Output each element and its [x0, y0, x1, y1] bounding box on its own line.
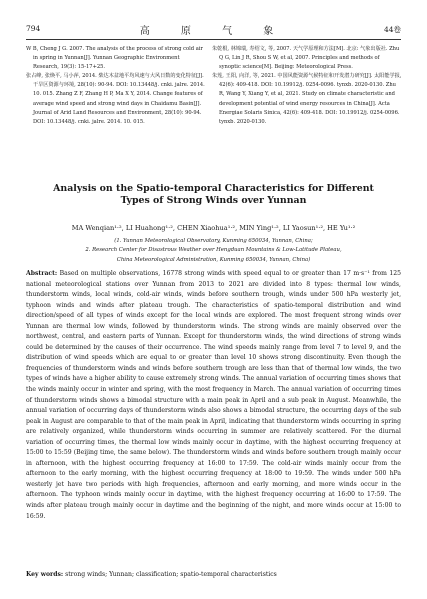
references-left-column [26, 45, 206, 127]
header-rule [26, 39, 401, 40]
title-line-1: Analysis on the Spatio-temporal Characteristics for Different [53, 183, 374, 194]
running-header [26, 24, 401, 38]
references-section [26, 45, 401, 157]
affiliation-line: 2. Research Center for Disastrous Weather over Hengduan Mountains & Low-Latitude Plateau, [85, 247, 342, 254]
affiliation-line: China Meteorological Administration, Kunming 650034, Yunnan, China) [116, 256, 311, 263]
reference-entry: 朱莲, 王阳, 向洋, 等, 2021. 中国风能资源气候特征和开发潜力研究[J]. 太阳能学报, 42(6): 409-418. DOI: 10.19912/j. 0254-0096. tynxb. 2020-0130. Zhu R, Wang Y, Xiang Y, et al, 2021. Study on climate characteristic and development potential of wind energy resources in China[J]. Acta Energiae Solaris Sinica, 42(6): 409-418. DOI: 10.19912/j. 0254-0096. tynxb. 2020-0130. [212, 73, 402, 125]
abstract-label: Abstract: [26, 270, 58, 277]
volume-number: 44卷 [383, 25, 401, 34]
author-list: MA Wenqian¹·², LI Huahong¹·², CHEN Xiaohua¹·², MIN Ying¹·², LI Yaosun¹·², HE Yu¹·² [71, 224, 356, 232]
keywords-label: Key words: [26, 571, 64, 578]
page-number: 794 [26, 24, 41, 33]
affiliation-line: (1. Yunnan Meteorological Observatory, Kunming 650034, Yunnan, China; [114, 238, 313, 244]
reference-entry: 张占峰, 张焕平, 马小萍, 2014. 柴达木盆地平均风速与大风日数的变化特征[J]. 干旱区资源与环境, 28(10): 90-94. DOI: 10.13448/j. cnki. jalre. 2014. 10. 015. Zhang Z F, Zhang H P, Ma X Y, 2014. Change features of average wind speed and strong wind days in Chaidamu Basin[J]. Journal of Arid Land Resources and Environment, 28(10): 90-94. DOI: 10.13448/j. cnki. jalre. 2014. 10. 015. [26, 73, 205, 125]
reference-entry: 朱乾根, 林锦瑞, 寿绍文, 等, 2007. 天气学原理和方法[M]. 北京: 气象出版社. Zhu Q G, Lin J R, Shou S W, et al, 2007. Principles and methods of synoptic science[M]. Beijing: Meteorological Press. [212, 46, 400, 71]
article-title [20, 183, 407, 207]
abstract-text: Based on multiple observations, 16778 strong winds with speed equal to or greater than 17 m·s⁻¹ from 125 national meteorological stations over Yunnan from 2013 to 2021 are divided into 8 types: thermal low winds, thunderstorm winds, local winds, cold-air winds, winds before southern trough, winds under 500 hPa westerly jet, typhoon winds and winds after plateau trough. The characteristics of spatio-temporal distribution and wind direction/speed of all types of winds except for the local winds are explored. The most frequent strong winds over Yunnan are thermal low winds, followed by thunderstorm winds. The strong winds are mainly observed over the northwest, central, and eastern parts of Yunnan. Except for thunderstorm winds, the wind directions of strong winds could be determined by the causes of their occurrence. The wind speeds mainly range from level 7 to level 9, and the distribution of wind speeds which are equal to or greater than level 10 shows strong discontinuity. Even though the frequencies of thunderstorm winds and winds before southern trough are less than that of thermal low winds, the two types of winds have a higher ability to cause extremely strong winds. The annual variation of occurring times shows that the winds mainly occur in winter and spring, with the most frequency in March. The annual variation of occurring times of thunderstorm winds shows a bimodal structure with a main peak in April and a sub peak in August. Meanwhile, the annual variation of occurring days of thunderstorm winds also shows a bimodal structure, the occurring days of the sub peak in August are comparable to that of the main peak in April, indicating that thunderstorm winds occurring in spring are relatively organized, while thunderstorm winds occurring in summer are relatively scattered. For the diurnal variation of occurring times, the thermal low winds mainly occur in daytime, with the highest occurring frequency at 15:00 to 15:59 (Beijing time, the same below). The thunderstorm winds and winds before southern trough mainly occur in afternoon, with the highest occurring frequency at 16:00 to 17:59. The cold-air winds mainly occur from the afternoon to the early morning, with the highest occurring frequency at 18:00 to 19:59. The winds under 500 hPa westerly jet have two periods with high frequencies, afternoon and early morning, and more winds occur in the afternoon. The typhoon winds mainly occur in daytime, with the highest frequency occurring at 16:00 to 17:59. The winds after plateau trough mainly occur in daytime and the beginning of the night, and more winds occur at 15:00 to 16:59. [26, 270, 401, 520]
title-line-2: Types of Strong Winds over Yunnan [120, 195, 307, 206]
reference-entry: W B, Cheng J G. 2007. The analysis of the process of strong cold air in spring in Yunnan[J]. Yunnan Geographic Environment Research, 19(3): 15-17+25. [26, 46, 203, 71]
keywords [26, 571, 401, 578]
affiliations [0, 237, 427, 265]
references-right-column [212, 45, 402, 127]
keywords-text: strong winds; Yunnan; classification; spatio-temporal characteristics [63, 571, 277, 578]
journal-title: 高 原 气 象 [139, 26, 288, 37]
abstract [26, 269, 401, 522]
